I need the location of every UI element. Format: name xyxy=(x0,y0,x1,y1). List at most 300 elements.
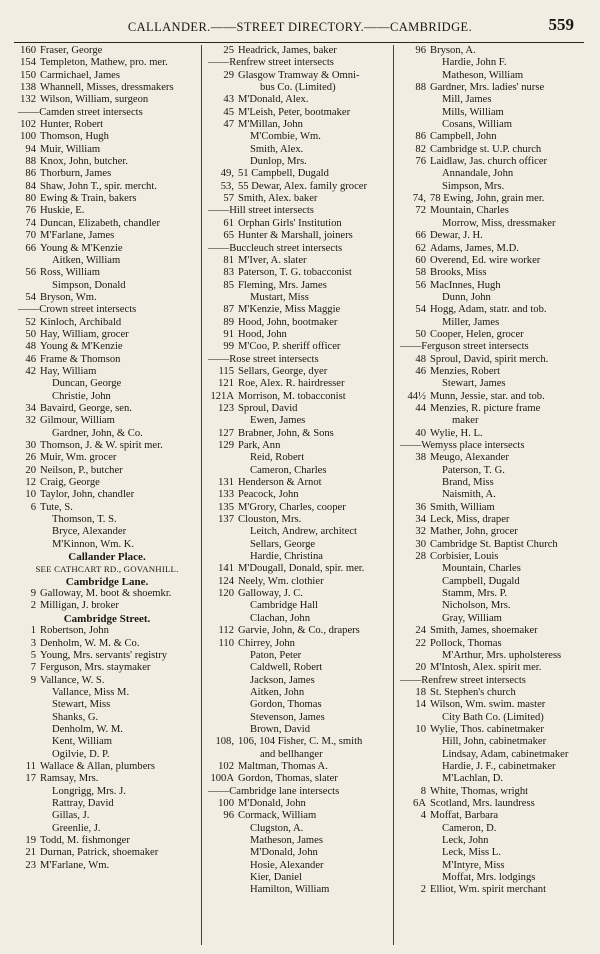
column-divider xyxy=(393,45,394,945)
occupant-name: M'Dougall, Donald, spir. mer. xyxy=(238,563,365,575)
occupant-name: Paterson, T. G. tobacconist xyxy=(238,267,352,279)
house-number: 91 xyxy=(223,328,234,340)
directory-entry xyxy=(14,119,200,131)
occupant-name: M'Intosh, Alex. spirit mer. xyxy=(430,662,542,674)
house-number: 160 xyxy=(20,45,36,56)
directory-entry xyxy=(396,514,584,526)
occupant-name: Sproul, David, spirit merch. xyxy=(430,353,549,365)
header-rule xyxy=(14,42,584,43)
occupant-name: Dunn, John xyxy=(442,291,491,303)
house-number: 96 xyxy=(415,45,426,56)
directory-entry xyxy=(14,625,200,637)
directory-entry xyxy=(14,786,200,798)
house-number: 115 xyxy=(218,365,234,377)
directory-entry xyxy=(14,638,200,650)
directory-entry xyxy=(204,675,392,687)
street-intersection: ——Wemyss place intersects xyxy=(400,440,525,451)
house-number: 99 xyxy=(223,341,234,353)
directory-entry xyxy=(204,576,392,588)
occupant-name: Kent, William xyxy=(52,736,112,748)
occupant-name: Galloway, J. C. xyxy=(238,588,303,600)
house-number: 132 xyxy=(20,94,36,106)
occupant-name: Young & M'Kenzie xyxy=(40,242,123,254)
house-number: 11 xyxy=(25,760,36,772)
occupant-name: Headrick, James, baker xyxy=(238,45,337,56)
directory-entry xyxy=(14,317,200,329)
occupant-name: St. Stephen's church xyxy=(430,686,516,698)
directory-entry xyxy=(204,119,392,131)
occupant-name: Moffat, Mrs. lodgings xyxy=(442,872,536,884)
directory-entry xyxy=(14,243,200,255)
occupant-name: Todd, M. fishmonger xyxy=(40,835,130,846)
directory-entry xyxy=(204,193,392,205)
directory-entry xyxy=(396,131,584,143)
house-number: 54 xyxy=(25,291,36,303)
directory-entry xyxy=(204,526,392,538)
occupant-name: Aitken, William xyxy=(52,254,121,266)
house-number: 102 xyxy=(218,760,234,772)
directory-entry xyxy=(204,465,392,477)
directory-entry xyxy=(204,440,392,452)
occupant-name: MacInnes, Hugh xyxy=(430,279,501,291)
occupant-name: Denholm, W. M. & Co. xyxy=(40,637,140,649)
directory-entry xyxy=(204,613,392,625)
directory-entry xyxy=(204,452,392,464)
directory-entry xyxy=(396,205,584,217)
directory-entry xyxy=(396,625,584,637)
house-number: 137 xyxy=(218,514,234,526)
directory-entry xyxy=(396,304,584,316)
occupant-name: bus Co. (Limited) xyxy=(260,82,336,94)
directory-entry xyxy=(204,662,392,674)
directory-entry xyxy=(204,391,392,403)
occupant-name: Clachan, John xyxy=(250,612,311,624)
occupant-name: Bryson, Wm. xyxy=(40,291,97,303)
occupant-name: Muir, William xyxy=(40,143,101,155)
directory-entry xyxy=(14,267,200,279)
occupant-name: 106, 104 Fisher, C. M., smith xyxy=(238,736,363,748)
directory-entry xyxy=(396,761,584,773)
street-intersection: ——Crown street intersects xyxy=(18,304,137,316)
directory-entry xyxy=(204,514,392,526)
directory-entry xyxy=(396,613,584,625)
directory-entry xyxy=(14,724,200,736)
directory-entry xyxy=(204,773,392,785)
directory-entry xyxy=(204,181,392,193)
directory-entry xyxy=(204,292,392,304)
directory-entry xyxy=(396,255,584,267)
house-number: 48 xyxy=(25,341,36,353)
occupant-name: Hood, John xyxy=(238,328,287,340)
occupant-name: Ferguson, Mrs. staymaker xyxy=(40,662,151,674)
house-number: 82 xyxy=(415,143,426,155)
house-number: 24 xyxy=(415,625,426,637)
directory-entry xyxy=(204,168,392,180)
occupant-name: Rattray, David xyxy=(52,797,114,809)
occupant-name: Orphan Girls' Institution xyxy=(238,217,342,229)
occupant-name: Hardie, J. F., cabinetmaker xyxy=(442,760,556,772)
directory-entry xyxy=(14,255,200,267)
directory-entry xyxy=(396,588,584,600)
street-intersection: ——Ferguson street intersects xyxy=(400,341,529,353)
occupant-name: M'Donald, John xyxy=(238,797,306,809)
directory-entry xyxy=(14,131,200,143)
directory-entry xyxy=(396,539,584,551)
directory-entry xyxy=(204,144,392,156)
directory-entry xyxy=(396,563,584,575)
occupant-name: Chirrey, John xyxy=(238,637,295,649)
directory-entry xyxy=(396,477,584,489)
running-title: CALLANDER.——STREET DIRECTORY.——CAMBRIDGE. xyxy=(127,20,473,34)
occupant-name: Gordon, Thomas xyxy=(250,699,322,711)
directory-entry xyxy=(204,267,392,279)
directory-entry xyxy=(396,489,584,501)
house-number: 110 xyxy=(218,637,234,649)
occupant-name: Menzies, Robert xyxy=(430,365,501,377)
occupant-name: Park, Ann xyxy=(238,440,281,451)
occupant-name: Dewar, J. H. xyxy=(430,230,483,242)
occupant-name: M'Intyre, Miss xyxy=(442,859,505,871)
street-intersection: ——Rose street intersects xyxy=(208,353,319,365)
directory-entry xyxy=(396,872,584,884)
directory-entry xyxy=(14,736,200,748)
occupant-name: Huskie, E. xyxy=(40,205,85,217)
occupant-name: Whannell, Misses, dressmakers xyxy=(40,82,174,94)
occupant-name: Neilson, P., butcher xyxy=(40,464,123,476)
directory-entry xyxy=(396,736,584,748)
directory-entry xyxy=(204,156,392,168)
house-number: 23 xyxy=(25,859,36,871)
directory-entry xyxy=(14,600,200,612)
house-number: 19 xyxy=(25,835,36,846)
directory-entry xyxy=(204,563,392,575)
house-number: 6A xyxy=(413,797,426,809)
house-number: 127 xyxy=(218,427,234,439)
directory-entry xyxy=(14,465,200,477)
house-number: 81 xyxy=(223,254,234,266)
occupant-name: Corbisier, Louis xyxy=(430,551,499,563)
directory-entry xyxy=(396,267,584,279)
occupant-name: Hunter & Marshall, joiners xyxy=(238,230,353,242)
occupant-name: Roe, Alex. R. hairdresser xyxy=(238,378,345,390)
house-number: 74 xyxy=(25,217,36,229)
directory-entry xyxy=(14,354,200,366)
house-number: 20 xyxy=(415,662,426,674)
directory-entry xyxy=(396,57,584,69)
occupant-name: Galloway, M. boot & shoemkr. xyxy=(40,588,172,600)
directory-entry xyxy=(396,502,584,514)
house-number: 20 xyxy=(25,464,36,476)
house-number: 60 xyxy=(415,254,426,266)
occupant-name: M'Lachlan, D. xyxy=(442,773,504,785)
directory-entry xyxy=(14,378,200,390)
occupant-name: M'Leish, Peter, bootmaker xyxy=(238,106,351,118)
occupant-name: Annandale, John xyxy=(442,168,514,180)
occupant-name: Clouston, Mrs. xyxy=(238,514,302,526)
house-number: 123 xyxy=(218,402,234,414)
occupant-name: Hay, William, grocer xyxy=(40,328,129,340)
house-number: 30 xyxy=(25,440,36,451)
directory-entry xyxy=(14,144,200,156)
occupant-name: Morrow, Miss, dressmaker xyxy=(442,217,556,229)
house-number: 9 xyxy=(30,674,36,686)
house-number: 121A xyxy=(210,390,234,402)
occupant-name: Hay, William xyxy=(40,365,97,377)
directory-entry xyxy=(14,539,200,551)
house-number: 84 xyxy=(25,180,36,192)
occupant-name: M'Donald, Alex. xyxy=(238,94,309,106)
occupant-name: Robertson, John xyxy=(40,625,109,637)
occupant-name: Duncan, George xyxy=(52,378,122,390)
house-number: 124 xyxy=(218,575,234,587)
directory-entry xyxy=(14,168,200,180)
house-number: 88 xyxy=(415,82,426,94)
occupant-name: Wilson, William, surgeon xyxy=(40,94,149,106)
house-number: 108, xyxy=(215,736,234,748)
directory-entry xyxy=(14,526,200,538)
house-number: 133 xyxy=(218,489,234,501)
street-intersection: ——Cambridge lane intersects xyxy=(208,785,340,797)
directory-entry xyxy=(14,810,200,822)
house-number: 154 xyxy=(20,57,36,69)
house-number: 66 xyxy=(415,230,426,242)
occupant-name: Stevenson, James xyxy=(250,711,325,723)
occupant-name: Thomson, T. S. xyxy=(52,514,117,526)
directory-entry xyxy=(204,403,392,415)
directory-entry xyxy=(204,687,392,699)
house-number: 21 xyxy=(25,847,36,859)
directory-entry xyxy=(396,551,584,563)
directory-entry xyxy=(396,193,584,205)
directory-entry xyxy=(14,835,200,847)
occupant-name: Bryce, Alexander xyxy=(52,526,127,538)
occupant-name: M'Farlane, James xyxy=(40,230,115,242)
occupant-name: Brooks, Miss xyxy=(430,267,487,279)
occupant-name: Carmichael, James xyxy=(40,69,121,81)
occupant-name: Cameron, D. xyxy=(442,822,497,834)
directory-entry xyxy=(396,650,584,662)
occupant-name: Maltman, Thomas A. xyxy=(238,760,328,772)
directory-entry xyxy=(396,749,584,761)
house-number: 76 xyxy=(25,205,36,217)
house-number: 121 xyxy=(218,378,234,390)
occupant-name: Reid, Robert xyxy=(250,452,305,464)
house-number: 5 xyxy=(30,649,36,661)
occupant-name: Lindsay, Adam, cabinetmaker xyxy=(442,748,569,760)
occupant-name: Gray, William xyxy=(442,612,502,624)
street-intersection: ——Buccleuch street intersects xyxy=(208,242,343,254)
occupant-name: Munn, Jessie, star. and tob. xyxy=(430,390,545,402)
house-number: 26 xyxy=(25,452,36,464)
occupant-name: Naismith, A. xyxy=(442,489,496,501)
directory-entry xyxy=(204,502,392,514)
occupant-name: Craig, George xyxy=(40,477,100,489)
occupant-name: Smith, Alex. baker xyxy=(238,193,318,205)
house-number: 34 xyxy=(415,514,426,526)
occupant-name: Overend, Ed. wire worker xyxy=(430,254,541,266)
directory-entry xyxy=(14,181,200,193)
occupant-name: Leck, Miss, draper xyxy=(430,514,510,526)
occupant-name: Kier, Daniel xyxy=(250,872,302,884)
directory-entry xyxy=(14,798,200,810)
occupant-name: Paton, Peter xyxy=(250,649,302,661)
directory-entry xyxy=(204,638,392,650)
house-number: 22 xyxy=(415,637,426,649)
occupant-name: Gilmour, William xyxy=(40,415,115,427)
house-number: 30 xyxy=(415,538,426,550)
house-number: 135 xyxy=(218,501,234,513)
house-number: 28 xyxy=(415,551,426,563)
house-number: 4 xyxy=(420,810,426,822)
directory-entry xyxy=(396,884,584,896)
occupant-name: Wylie, Thos. cabinetmaker xyxy=(430,723,544,735)
directory-entry xyxy=(204,699,392,711)
occupant-name: Stewart, James xyxy=(442,378,506,390)
occupant-name: M'Grory, Charles, cooper xyxy=(238,501,346,513)
occupant-name: M'Coo, P. sheriff officer xyxy=(238,341,341,353)
directory-entry xyxy=(396,699,584,711)
occupant-name: Sellars, George, dyer xyxy=(238,365,328,377)
directory-entry xyxy=(204,847,392,859)
directory-entry xyxy=(204,255,392,267)
directory-entry xyxy=(14,650,200,662)
directory-entry xyxy=(204,712,392,724)
occupant-name: Gardner, Mrs. ladies' nurse xyxy=(430,82,545,94)
directory-entry xyxy=(396,465,584,477)
occupant-name: Miller, James xyxy=(442,316,500,328)
directory-entry xyxy=(204,230,392,242)
house-number: 87 xyxy=(223,304,234,316)
directory-entry xyxy=(14,847,200,859)
directory-column-3 xyxy=(396,45,584,897)
directory-entry xyxy=(14,366,200,378)
occupant-name: Wylie, H. L. xyxy=(430,427,483,439)
house-number: 12 xyxy=(25,477,36,489)
house-number: 53, xyxy=(220,180,234,192)
occupant-name: Henderson & Arnot xyxy=(238,477,322,489)
house-number: 70 xyxy=(25,230,36,242)
occupant-name: Wallace & Allan, plumbers xyxy=(40,760,156,772)
occupant-name: Brabner, John, & Sons xyxy=(238,427,334,439)
occupant-name: M'Iver, A. slater xyxy=(238,254,307,266)
house-number: 47 xyxy=(223,119,234,131)
directory-entry xyxy=(396,94,584,106)
directory-entry xyxy=(14,452,200,464)
occupant-name: Duncan, Elizabeth, chandler xyxy=(40,217,161,229)
directory-entry xyxy=(14,428,200,440)
directory-entry xyxy=(204,477,392,489)
entry-continuation xyxy=(204,82,392,94)
occupant-name: Adams, James, M.D. xyxy=(430,242,519,254)
directory-entry xyxy=(396,835,584,847)
occupant-name: White, Thomas, wright xyxy=(430,785,529,797)
house-number: 74, xyxy=(412,193,426,205)
house-number: 36 xyxy=(415,501,426,513)
occupant-name: 51 Campbell, Dugald xyxy=(238,168,329,180)
occupant-name: Fraser, George xyxy=(40,45,103,56)
directory-entry xyxy=(396,218,584,230)
occupant-name: Aitken, John xyxy=(250,686,305,698)
directory-entry xyxy=(14,205,200,217)
directory-entry xyxy=(204,329,392,341)
occupant-name: Cambridge St. Baptist Church xyxy=(430,538,558,550)
directory-entry xyxy=(204,428,392,440)
occupant-name: M'Farlane, Wm. xyxy=(40,859,110,871)
directory-entry xyxy=(204,341,392,353)
occupant-name: Denholm, W. M. xyxy=(52,723,123,735)
occupant-name: Mather, John, grocer xyxy=(430,526,518,538)
occupant-name: Garvie, John, & Co., drapers xyxy=(238,625,360,637)
occupant-name: Meugo, Alexander xyxy=(430,452,509,464)
house-number: 18 xyxy=(415,686,426,698)
house-number: 83 xyxy=(223,267,234,279)
house-number: 131 xyxy=(218,477,234,489)
occupant-name: Clugston, A. xyxy=(250,822,304,834)
directory-entry xyxy=(396,82,584,94)
house-number: 17 xyxy=(25,773,36,785)
street-heading: Cambridge Lane. xyxy=(65,575,149,588)
directory-entry xyxy=(396,860,584,872)
occupant-name: Hill, John, cabinetmaker xyxy=(442,736,547,748)
directory-entry xyxy=(396,810,584,822)
directory-entry xyxy=(14,773,200,785)
directory-entry xyxy=(204,724,392,736)
occupant-name: Templeton, Mathew, pro. mer. xyxy=(40,57,168,69)
occupant-name: M'Arthur, Mrs. upholsteress xyxy=(442,649,562,661)
occupant-name: Hosie, Alexander xyxy=(250,859,324,871)
entry-continuation xyxy=(396,415,584,427)
house-number: 10 xyxy=(415,723,426,735)
house-number: 85 xyxy=(223,279,234,291)
house-number: 38 xyxy=(415,452,426,464)
directory-entry xyxy=(396,526,584,538)
occupant-name: Smith, James, shoemaker xyxy=(430,625,538,637)
occupant-name: Nicholson, Mrs. xyxy=(442,600,511,612)
house-number: 9 xyxy=(30,588,36,600)
house-number: 32 xyxy=(25,415,36,427)
occupant-name: M'Kinnon, Wm. K. xyxy=(52,538,135,550)
occupant-name: Tute, S. xyxy=(40,501,73,513)
occupant-name: Frame & Thomson xyxy=(40,353,121,365)
occupant-name: Menzies, R. picture frame xyxy=(430,402,541,414)
house-number: 100 xyxy=(218,797,234,809)
directory-entry xyxy=(14,823,200,835)
directory-entry xyxy=(14,280,200,292)
directory-entry xyxy=(14,440,200,452)
occupant-name: Knox, John, butcher. xyxy=(40,156,128,168)
occupant-name: Laidlaw, Jas. church officer xyxy=(430,156,548,168)
occupant-name: M'Kenzie, Miss Maggie xyxy=(238,304,341,316)
street-intersection: ——Camden street intersects xyxy=(18,106,143,118)
directory-entry xyxy=(204,884,392,896)
house-number: 100A xyxy=(210,773,234,785)
house-number: 6 xyxy=(30,501,36,513)
directory-entry xyxy=(14,588,200,600)
house-number: 100 xyxy=(20,131,36,143)
directory-entry xyxy=(204,835,392,847)
occupant-name: Kinloch, Archibald xyxy=(40,316,122,328)
occupant-name: City Bath Co. (Limited) xyxy=(442,711,544,723)
occupant-name: Ross, William xyxy=(40,267,101,279)
occupant-name: Mustart, Miss xyxy=(250,291,309,303)
house-number: 42 xyxy=(25,365,36,377)
occupant-name: Young, Mrs. servants' registry xyxy=(40,649,168,661)
house-number: 1 xyxy=(30,625,36,637)
directory-entry xyxy=(14,415,200,427)
directory-entry xyxy=(14,292,200,304)
house-number: 40 xyxy=(415,427,426,439)
directory-entry xyxy=(204,600,392,612)
